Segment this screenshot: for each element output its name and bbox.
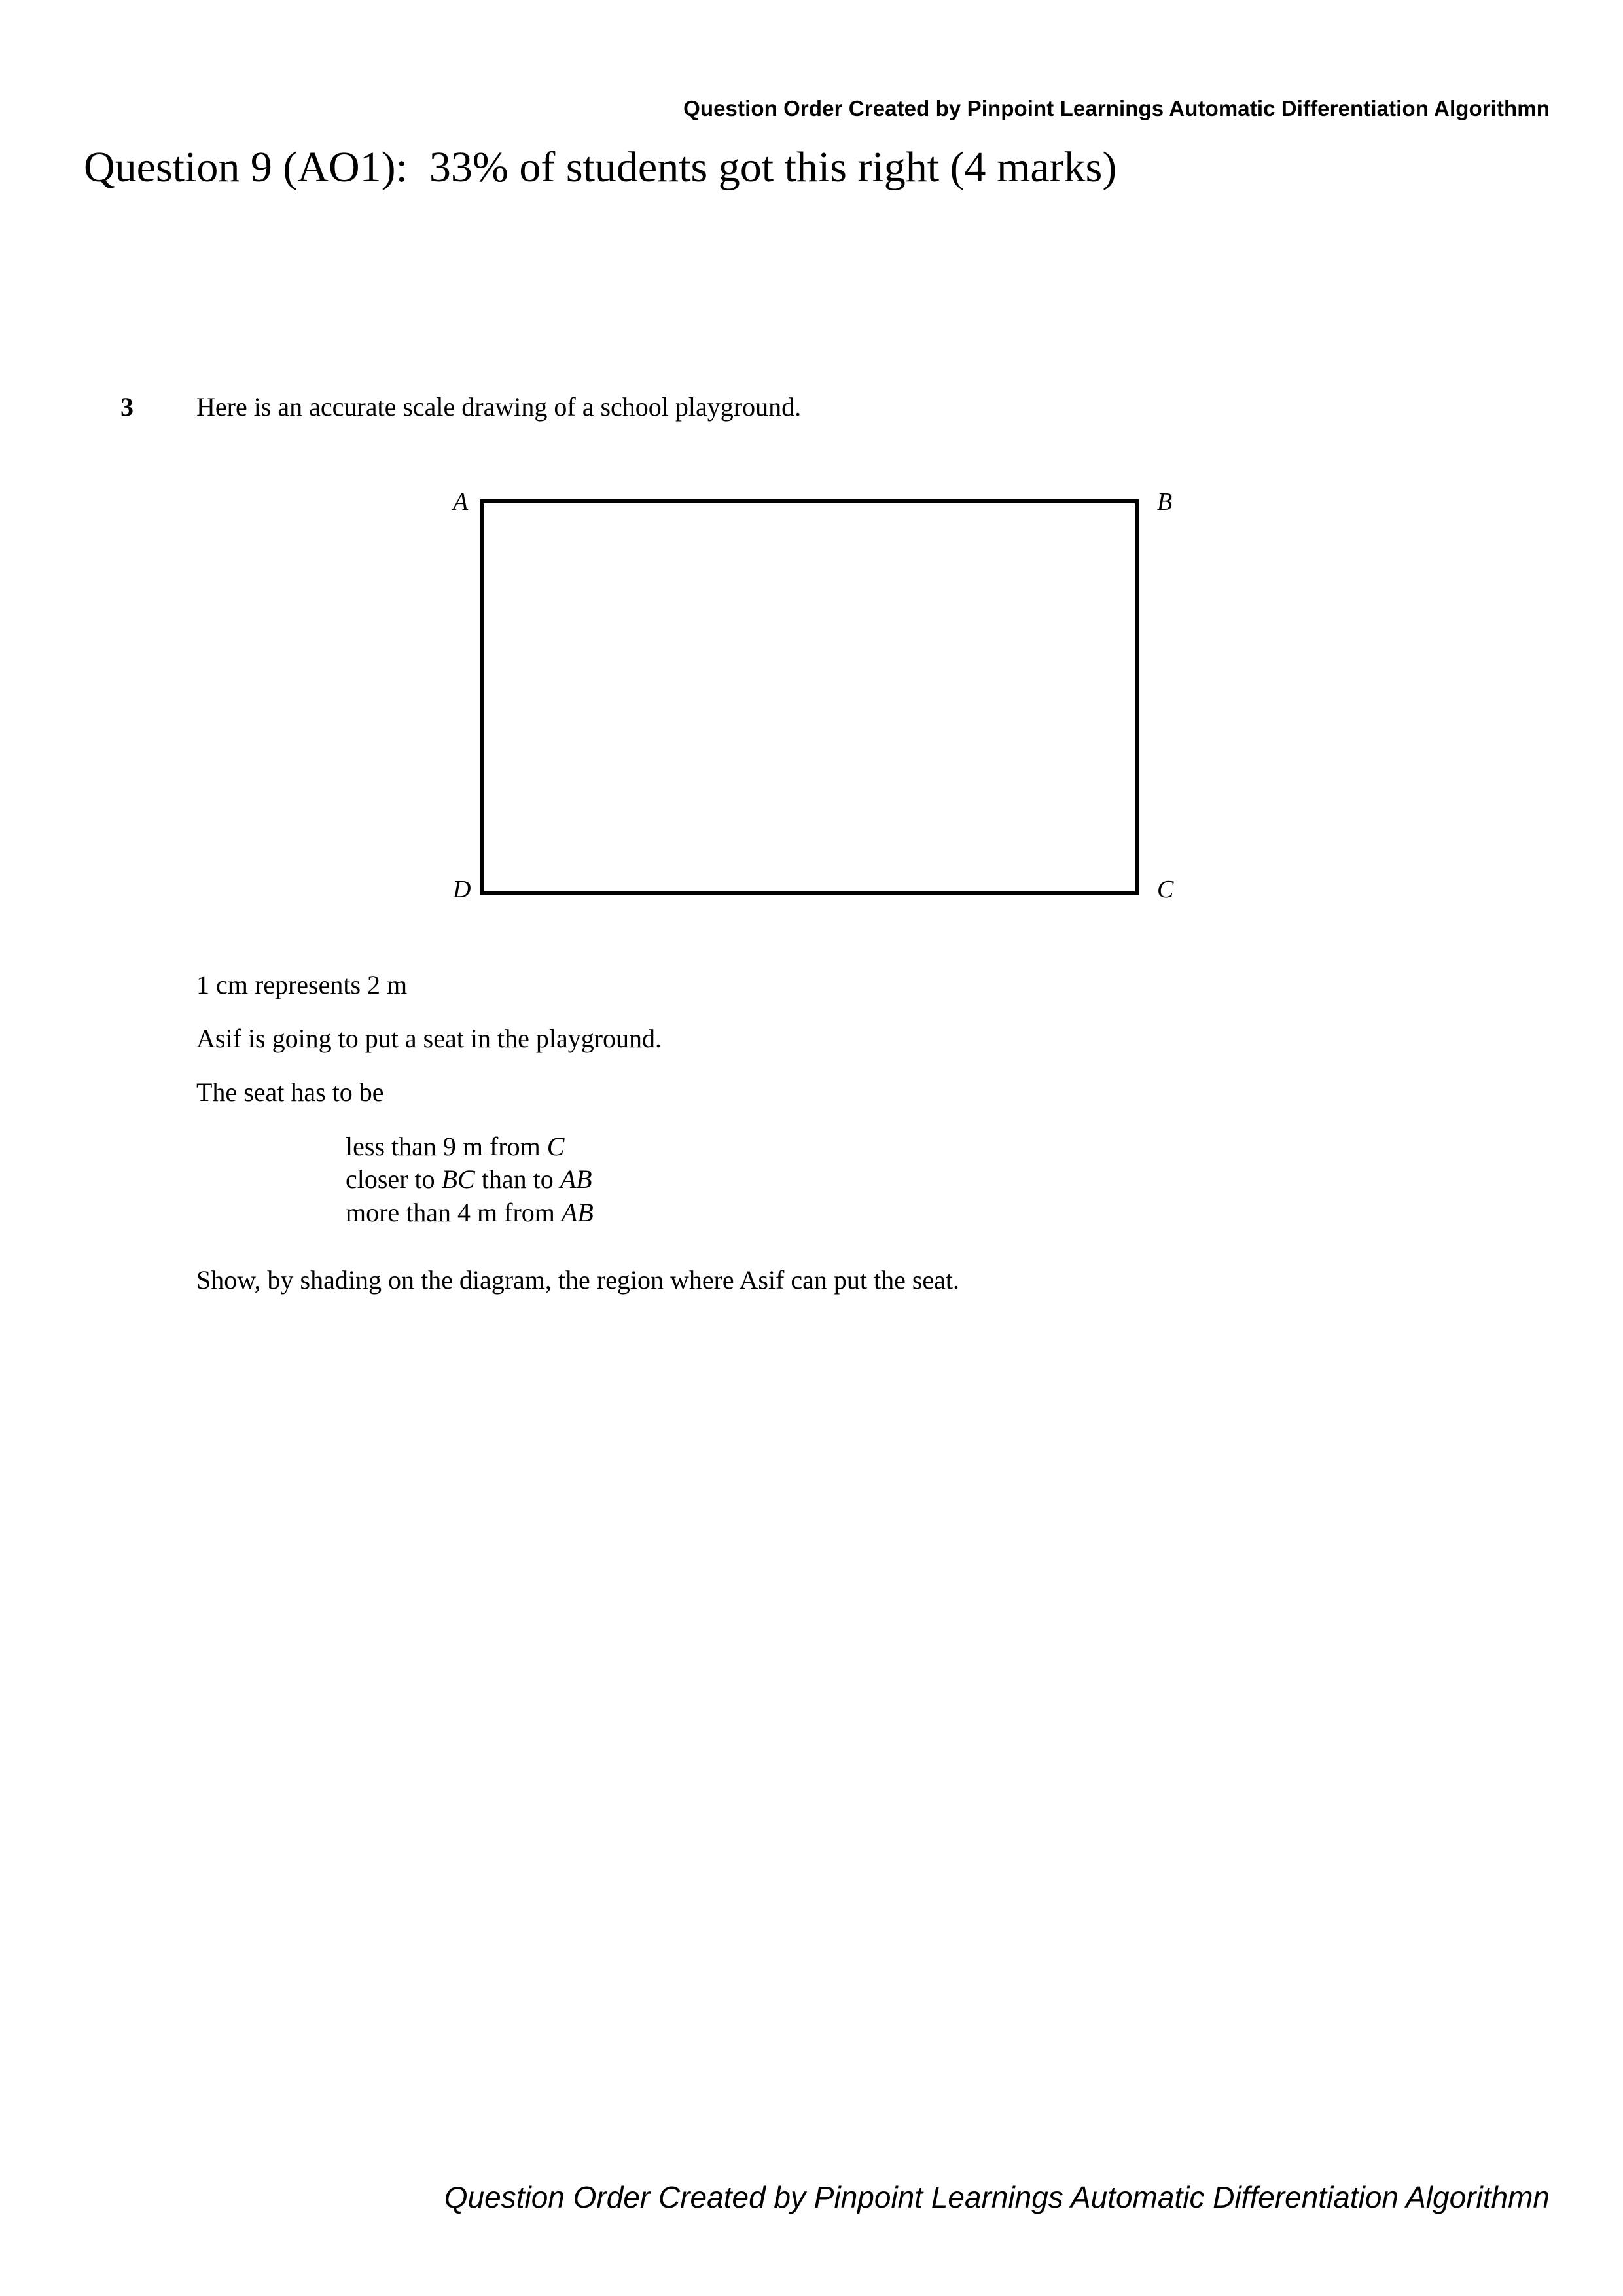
playground-diagram [419,471,1217,929]
vertex-label-c: C [1157,876,1174,903]
question-intro-text: Here is an accurate scale drawing of a school playground. [196,392,802,422]
context-statement: Asif is going to put a seat in the playground. [196,1024,662,1053]
document-header: Question Order Created by Pinpoint Learnings Automatic Differentiation Algorithmn [683,96,1550,120]
vertex-label-a: A [453,488,469,516]
page-title: Question 9 (AO1): 33% of students got this right (4 marks) [84,143,1117,191]
condition-item-1: less than 9 m from C [346,1132,565,1161]
conditions-list [346,1130,594,1229]
vertex-label-d: D [453,876,471,903]
condition-item-3: more than 4 m from AB [346,1197,594,1227]
question-number: 3 [120,392,134,422]
scale-statement: 1 cm represents 2 m [196,970,408,999]
condition-item-2: closer to BC than to AB [346,1164,592,1194]
playground-rectangle [480,499,1139,895]
document-footer: Question Order Created by Pinpoint Learnings Automatic Differentiation Algorithmn [444,2180,1550,2214]
vertex-label-b: B [1157,488,1173,516]
conditions-lead-in: The seat has to be [196,1077,384,1107]
shading-instruction: Show, by shading on the diagram, the region where Asif can put the seat. [196,1265,960,1295]
